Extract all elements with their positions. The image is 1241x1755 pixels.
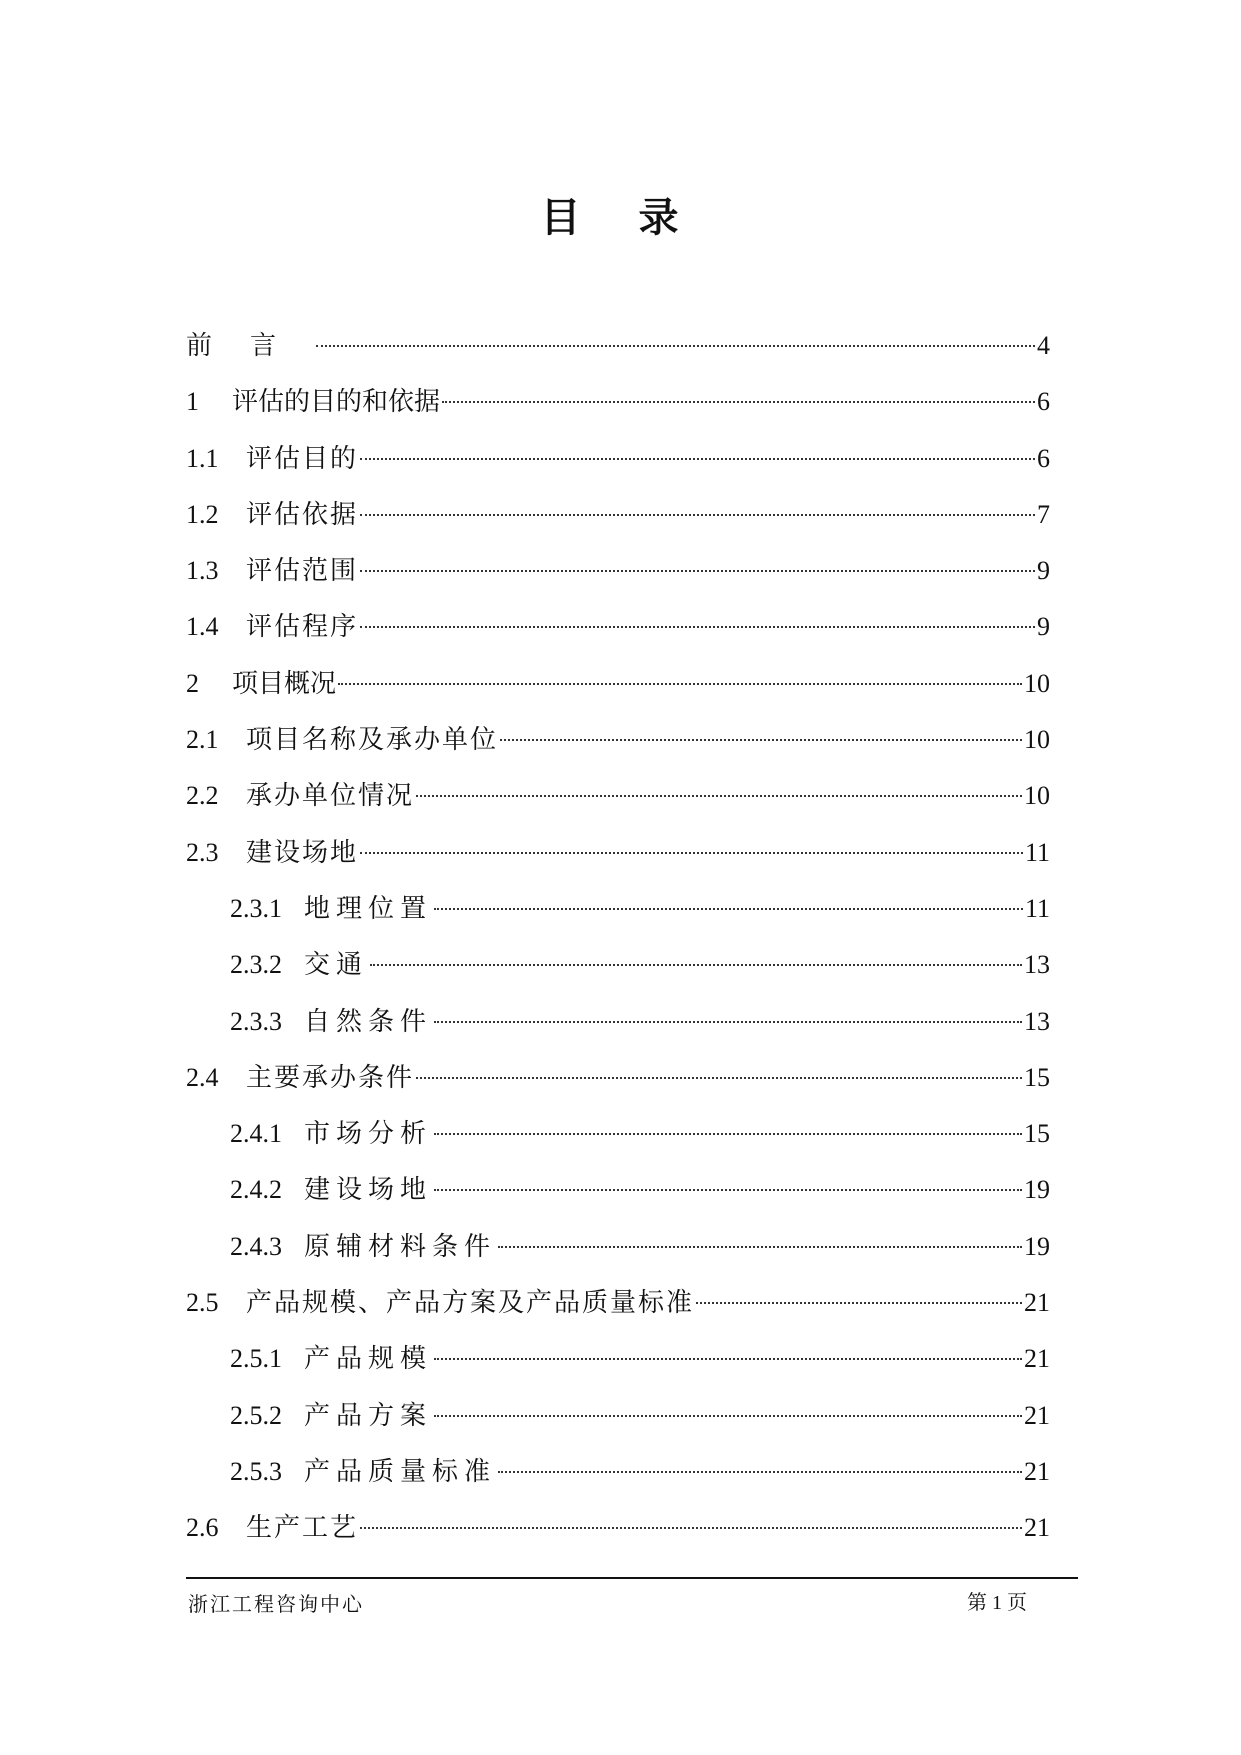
toc-entry-number: 2.5.1 — [230, 1344, 282, 1374]
toc-entry-label: 承办单位情况 — [246, 781, 415, 812]
toc-entry-label: 前言 — [186, 331, 315, 361]
toc-entry-label: 建设场地 — [304, 1175, 433, 1206]
toc-entry-2-4-3[interactable] — [186, 1219, 1050, 1275]
toc-entry-2[interactable] — [186, 656, 1050, 712]
toc-entry-2-4-1[interactable] — [186, 1106, 1050, 1162]
toc-entry-label: 项目概况 — [232, 668, 337, 699]
dot-leader — [360, 852, 1023, 854]
toc-entry-2-5[interactable] — [186, 1275, 1050, 1331]
toc-entry-page: 10 — [1024, 668, 1050, 698]
toc-entry-1-1[interactable] — [186, 431, 1050, 487]
toc-entry-1-3[interactable] — [186, 543, 1050, 599]
toc-entry-page: 10 — [1024, 725, 1050, 755]
toc-entry-2-1[interactable] — [186, 712, 1050, 768]
toc-entry-2-3-2[interactable] — [186, 937, 1050, 993]
toc-entry-number: 2.4.1 — [230, 1119, 282, 1149]
toc-entry-label: 原辅材料条件 — [304, 1231, 497, 1262]
toc-entry-label: 产品方案 — [304, 1400, 433, 1431]
toc-entry-label: 建设场地 — [246, 837, 359, 868]
toc-entry-page: 13 — [1024, 950, 1050, 980]
toc-entry-page: 6 — [1037, 387, 1050, 417]
toc-entry-number: 1.3 — [186, 556, 219, 586]
toc-entry-1-4[interactable] — [186, 599, 1050, 655]
toc-entry-number: 2.5 — [186, 1288, 219, 1318]
toc-entry-number: 2.1 — [186, 725, 219, 755]
toc-entry-page: 9 — [1037, 556, 1050, 586]
toc-entry-number: 2 — [186, 668, 199, 698]
toc-entry-label: 主要承办条件 — [246, 1062, 415, 1093]
toc-entry-label: 产品规模 — [304, 1344, 433, 1375]
toc-entry-2-3-1[interactable] — [186, 881, 1050, 937]
toc-entry-number: 2.3 — [186, 837, 219, 867]
dot-leader — [360, 514, 1035, 516]
dot-leader — [316, 345, 1035, 347]
dot-leader — [434, 1021, 1022, 1023]
toc-entry-2-6[interactable] — [186, 1500, 1050, 1556]
dot-leader — [370, 964, 1022, 966]
toc-entry-2-4-2[interactable] — [186, 1162, 1050, 1218]
toc-entry-2-5-1[interactable] — [186, 1331, 1050, 1387]
toc-entry-label: 地理位置 — [304, 893, 433, 924]
toc-entry-number: 2.5.3 — [230, 1456, 282, 1486]
dot-leader — [434, 1415, 1022, 1417]
toc-entry-label: 评估目的 — [246, 443, 359, 474]
toc-entry-number: 1.2 — [186, 499, 219, 529]
page-title: 目 录 — [540, 195, 701, 241]
dot-leader — [498, 1471, 1022, 1473]
toc-entry-label: 评估依据 — [246, 499, 359, 530]
footer-page-number: 第 1 页 — [967, 1592, 1027, 1614]
dot-leader — [360, 458, 1035, 460]
toc-entry-page: 19 — [1024, 1175, 1050, 1205]
toc-entry-label: 评估程序 — [246, 612, 359, 643]
toc-entry-page: 15 — [1024, 1062, 1050, 1092]
dot-leader — [360, 1527, 1022, 1529]
dot-leader — [434, 1358, 1022, 1360]
toc-entry-label: 项目名称及承办单位 — [246, 725, 499, 756]
dot-leader — [416, 1077, 1022, 1079]
toc-entry-label: 产品规模、产品方案及产品质量标准 — [246, 1288, 695, 1319]
toc-entry-page: 6 — [1037, 443, 1050, 473]
toc-entry-page: 9 — [1037, 612, 1050, 642]
toc-entry-label: 评估的目的和依据 — [232, 387, 441, 418]
toc-entry-label: 自然条件 — [304, 1006, 433, 1037]
toc-entry-page: 4 — [1037, 331, 1050, 360]
toc-entry-2-5-2[interactable] — [186, 1388, 1050, 1444]
dot-leader — [442, 401, 1035, 403]
toc-entry-page: 11 — [1024, 893, 1050, 923]
toc-entry-number: 2.6 — [186, 1513, 219, 1543]
dot-leader — [434, 1133, 1022, 1135]
toc-entry-page: 7 — [1037, 499, 1050, 529]
footer-organization: 浙江工程咨询中心 — [188, 1592, 364, 1616]
dot-leader — [416, 795, 1022, 797]
toc-entry-preface[interactable] — [186, 318, 1050, 374]
toc-entry-number: 2.4.3 — [230, 1231, 282, 1261]
dot-leader — [498, 1246, 1022, 1248]
toc-entry-page: 11 — [1024, 837, 1050, 867]
footer-divider — [186, 1577, 1078, 1579]
toc-entry-page: 19 — [1024, 1231, 1050, 1261]
dot-leader — [434, 1189, 1022, 1191]
toc-entry-number: 2.3.2 — [230, 950, 282, 980]
toc-entry-label: 评估范围 — [246, 556, 359, 587]
toc-entry-2-5-3[interactable] — [186, 1444, 1050, 1500]
toc-entry-page: 21 — [1024, 1344, 1050, 1374]
toc-entry-label: 交通 — [304, 950, 369, 981]
dot-leader — [500, 739, 1022, 741]
dot-leader — [696, 1302, 1022, 1304]
toc-entry-page: 13 — [1024, 1006, 1050, 1036]
toc-entry-number: 2.4 — [186, 1062, 219, 1092]
table-of-contents — [186, 318, 1050, 1557]
toc-entry-page: 15 — [1024, 1119, 1050, 1149]
dot-leader — [360, 626, 1035, 628]
toc-entry-page: 21 — [1024, 1400, 1050, 1430]
toc-entry-number: 1.1 — [186, 443, 219, 473]
toc-entry-2-2[interactable] — [186, 768, 1050, 824]
toc-entry-2-3[interactable] — [186, 825, 1050, 881]
toc-entry-number: 2.3.3 — [230, 1006, 282, 1036]
toc-entry-label: 产品质量标准 — [304, 1456, 497, 1487]
toc-entry-page: 10 — [1024, 781, 1050, 811]
toc-entry-1[interactable] — [186, 374, 1050, 430]
toc-entry-number: 2.3.1 — [230, 893, 282, 923]
dot-leader — [338, 683, 1022, 685]
toc-entry-page: 21 — [1024, 1456, 1050, 1486]
toc-entry-page: 21 — [1024, 1513, 1050, 1543]
toc-entry-label: 市场分析 — [304, 1119, 433, 1150]
toc-entry-number: 2.2 — [186, 781, 219, 811]
toc-entry-2-4[interactable] — [186, 1050, 1050, 1106]
dot-leader — [360, 570, 1035, 572]
toc-entry-1-2[interactable] — [186, 487, 1050, 543]
toc-entry-2-3-3[interactable] — [186, 994, 1050, 1050]
toc-entry-number: 2.5.2 — [230, 1400, 282, 1430]
toc-entry-number: 2.4.2 — [230, 1175, 282, 1205]
toc-entry-page: 21 — [1024, 1288, 1050, 1318]
toc-entry-number: 1.4 — [186, 612, 219, 642]
toc-entry-label: 生产工艺 — [246, 1513, 359, 1544]
dot-leader — [434, 908, 1023, 910]
toc-entry-number: 1 — [186, 387, 199, 417]
